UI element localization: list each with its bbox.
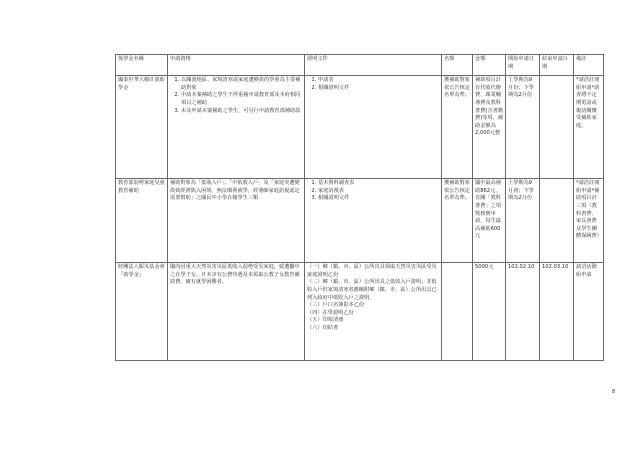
header-name: 獎學金名稱 bbox=[116, 55, 168, 76]
note-cell: *請洽註冊組申請*請查將不定期電話或親訪關懷受補助家庭。 bbox=[574, 76, 604, 179]
eligibility-cell: 國內因重大天然災害災區低收入弱勢受災家庭，致遭屬中之在學子女，且未享有公費待遇及未領取公教子女教育補助費，確有就學困難者。 bbox=[168, 263, 305, 361]
note-cell: 請洽活動組申請 bbox=[574, 263, 604, 361]
amount-cell: 補助項目計有代收代辦費、課業輔導費及教科書費(含書籍費)等項，補助金額為2,000元整 bbox=[473, 76, 506, 179]
scholarship-name: 國泰世華大樹計畫助學金 bbox=[116, 76, 168, 179]
list-item: 1. 基本資料調查表 bbox=[318, 180, 439, 188]
start-date-cell: 102.02.10 bbox=[506, 263, 540, 361]
note-cell: *請洽註冊組申請*補助項目計三項（教科書費、家長會費及學生團體保險費） bbox=[574, 179, 604, 263]
scholarship-name: 財團法人賑災基金會「助學金」 bbox=[116, 263, 168, 361]
list-item: 2. 申請本案補助之學生不得重複申請教育部及本府相同項目之補助 bbox=[181, 92, 302, 107]
start-date-cell: 上學期為9月初；下學期為2月份 bbox=[506, 179, 540, 263]
end-date-cell bbox=[540, 179, 574, 263]
documents-cell bbox=[305, 179, 442, 263]
table-row bbox=[116, 179, 604, 263]
scholarship-table bbox=[115, 54, 604, 361]
list-item: （六）切結書 bbox=[307, 324, 339, 331]
list-item: （二）鄉（鎮、市、區）公所出具之低收入戶證明；非低收入戶但家境清寒者應檢附鄉（鎮、市、區）公所出具已列入政府中低收入戶之證明。 bbox=[307, 279, 437, 301]
end-date-cell: 102.03.10 bbox=[540, 263, 574, 361]
quota-cell bbox=[442, 263, 473, 361]
documents-cell bbox=[305, 76, 442, 179]
documents-list bbox=[307, 77, 439, 92]
header-amount: 金額 bbox=[473, 55, 506, 76]
header-row bbox=[116, 55, 604, 76]
header-end-date: 結束申請日期 bbox=[540, 55, 574, 76]
eligibility-cell bbox=[168, 76, 305, 179]
header-eligibility: 申請資格 bbox=[168, 55, 305, 76]
list-item: （一）鄉（鎮、市、區）公所出具領取天然災害災區受災家庭證明乙份 bbox=[307, 264, 437, 278]
table-row bbox=[116, 263, 604, 361]
list-item: 3. 未及申請本案補助之學生，可另行申請教育部補助款 bbox=[181, 108, 302, 116]
end-date-cell bbox=[540, 76, 574, 179]
list-item: 2. 相關證明文件 bbox=[318, 85, 439, 93]
list-item: 3. 相關證明文件 bbox=[318, 195, 439, 203]
header-quota: 名額 bbox=[442, 55, 473, 76]
list-item: （五）印領清冊 bbox=[307, 317, 344, 324]
list-item: 2. 家庭訪視表 bbox=[318, 188, 439, 196]
list-item: 1. 申請表 bbox=[318, 77, 439, 85]
amount-cell: 國中最高補助862元，有關「教科書費」之項獎核實申請，每生最高補助600元 bbox=[473, 179, 506, 263]
eligibility-list bbox=[170, 77, 302, 115]
documents-list bbox=[307, 264, 439, 332]
table-row bbox=[116, 76, 604, 179]
header-note: 備註 bbox=[574, 55, 604, 76]
documents-cell bbox=[305, 263, 442, 361]
list-item: 1. 以關渡地區、家境清寒或家庭遭變故的學童為主要補助對象 bbox=[181, 77, 302, 92]
scholarship-name: 教育部弱勢家庭兒童教育補助 bbox=[116, 179, 168, 263]
page-number: 8 bbox=[612, 389, 616, 395]
header-start-date: 開始申請日期 bbox=[506, 55, 540, 76]
quota-cell: 獲補助對象依公告核定名單為準。 bbox=[442, 179, 473, 263]
start-date-cell: 上學期為9月份；下學期為2月份 bbox=[506, 76, 540, 179]
header-documents: 證明文件 bbox=[305, 55, 442, 76]
documents-list bbox=[307, 180, 439, 203]
amount-cell: 5000元 bbox=[473, 263, 506, 361]
list-item: （四）在學證明乙份 bbox=[307, 309, 354, 316]
eligibility-cell: 補助對象為「低收入戶」、「中低收入戶」及「家庭突遭變故致經濟陷入困境，無法順利就學，經導師家庭訪視認定需要幫助」之國民中小學在籍學生三類 bbox=[168, 179, 305, 263]
quota-cell: 獲補助對象依公告核定名單為準。 bbox=[442, 76, 473, 179]
list-item: （三）戶口名簿影本乙份 bbox=[307, 302, 365, 309]
